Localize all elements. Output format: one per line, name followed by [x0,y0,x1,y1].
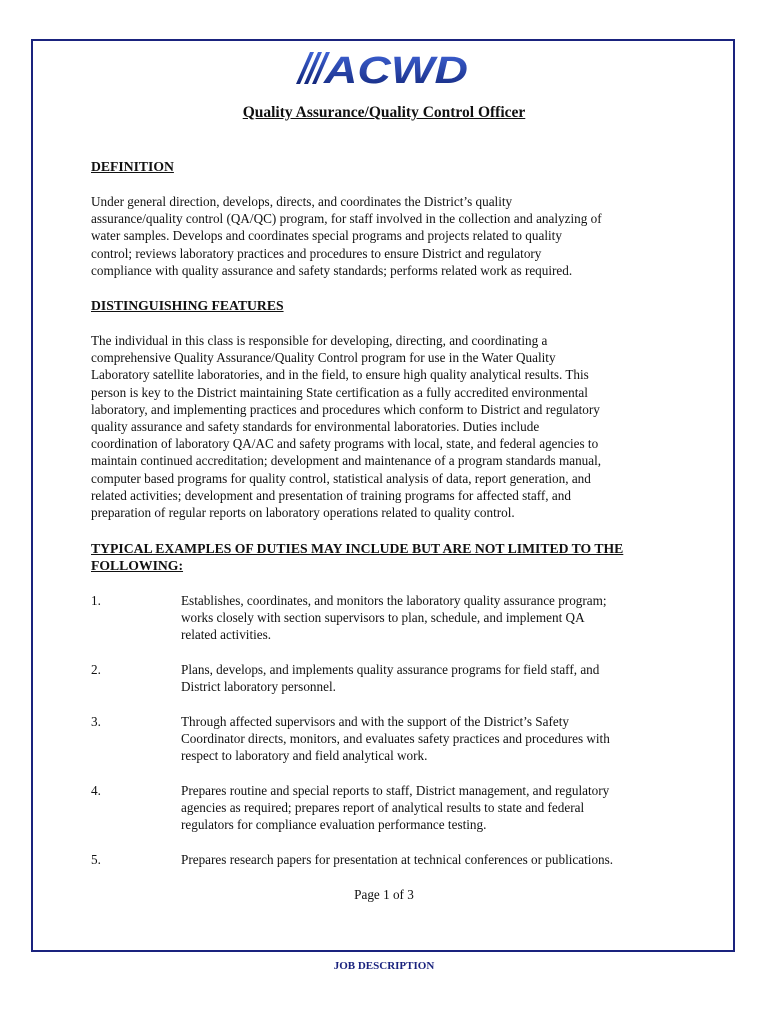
footer-label: JOB DESCRIPTION [333,960,435,972]
acwd-logo [290,48,472,88]
document-title: Quality Assurance/Quality Control Officer [242,104,526,121]
page-number: Page 1 of 3 [354,887,414,902]
duty-number: 5. [91,852,101,867]
duties-heading: TYPICAL EXAMPLES OF DUTIES MAY INCLUDE BUT ARE NOT LIMITED TO THE FOLLOWING: [91,541,624,573]
duty-text: Prepares research papers for presentation at technical conferences or publications. [181,852,614,867]
distinguishing-features-text: The individual in this class is responsible for developing, directing, and coordinating a comprehensive Quality Assurance/Quality Control program for use in the Water Quality Laboratory satellite laboratories, and in the field, to ensure high quality analytical results. This person is key to the District maintaining State certification as a fully accredited environmental laboratory, and implementing practices and procedures which conform to District and regulatory quality assurance and safety standards for environmental laboratories. Duties include coordination of laboratory QA/AC and safety programs with local, state, and federal agencies to maintain continued accreditation; development and maintenance of a program standards manual, computer based programs for quality control, statistical analysis of data, report generation, and related activities; development and presentation of training programs for affected staff, and preparation of regular reports on laboratory operations related to quality control. [91,333,602,521]
duty-number: 4. [91,783,101,798]
duty-number: 1. [91,593,101,608]
acwd-logo-graphic [290,48,472,88]
duty-text: Prepares routine and special reports to staff, District management, and regulatory agencies as required; prepares report of analytical results to state and federal regulators for compliance evaluation performance testing. [181,783,610,833]
definition-text: Under general direction, develops, directs, and coordinates the District’s quality assurance/quality control (QA/QC) program, for staff involved in the collection and analyzing of water samples. Develops and coordinates special programs and projects related to quality control; reviews laboratory practices and procedures to ensure District and regulatory compliance with quality assurance and safety standards; performs related work as required. [91,194,602,278]
duty-number: 3. [91,714,101,729]
definition-heading: DEFINITION [91,159,174,174]
logo-text: ACWD [322,50,468,88]
duty-text: Plans, develops, and implements quality assurance programs for field staff, and District laboratory personnel. [181,662,600,695]
duty-text: Establishes, coordinates, and monitors the laboratory quality assurance program; works closely with section supervisors to plan, schedule, and implement QA related activities. [181,593,607,643]
duty-number: 2. [91,662,101,677]
duty-text: Through affected supervisors and with the support of the District’s Safety Coordinator directs, monitors, and evaluates safety practices and procedures with respect to laboratory and field analytical work. [181,714,610,764]
distinguishing-features-heading: DISTINGUISHING FEATURES [91,298,284,313]
